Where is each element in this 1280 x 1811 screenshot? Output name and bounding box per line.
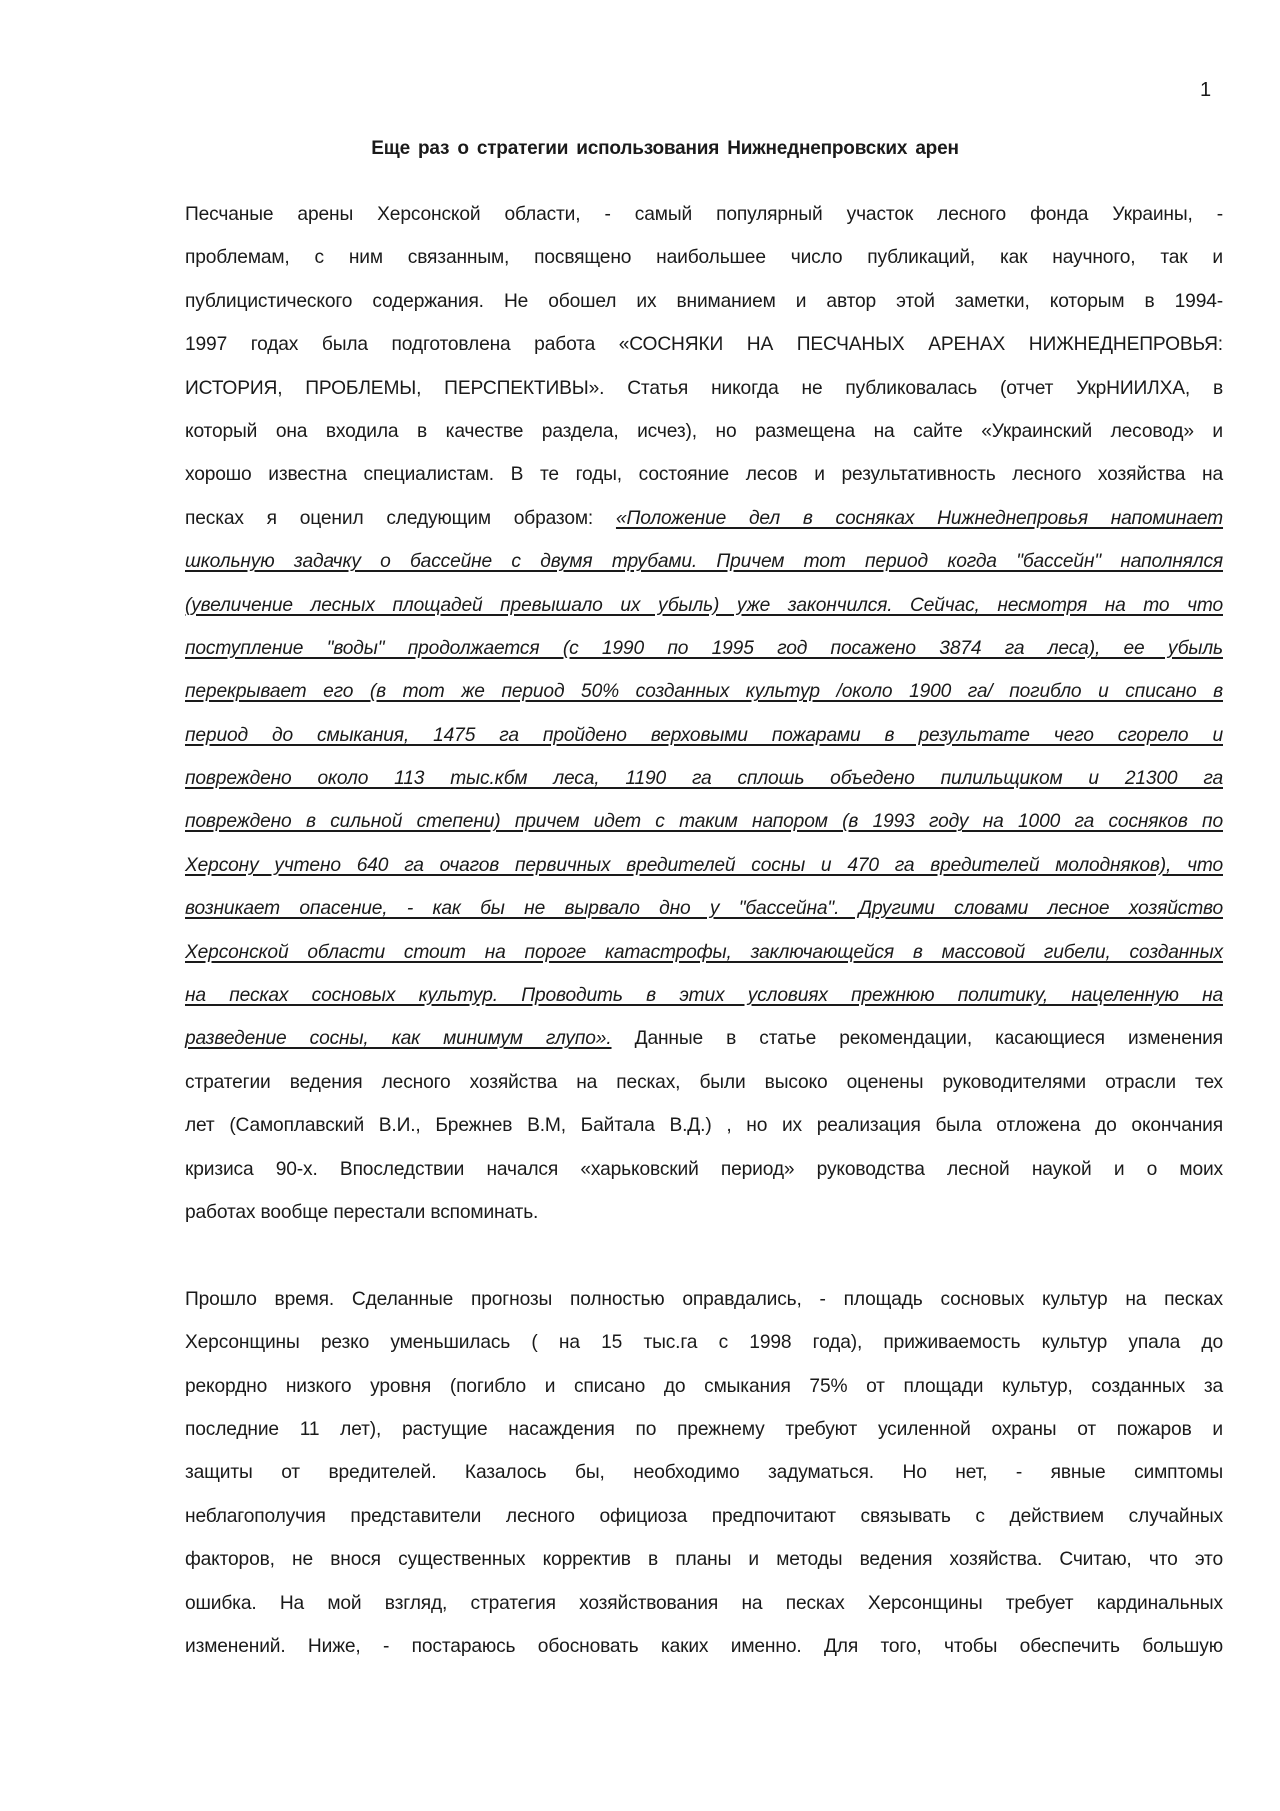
- quoted-underlined-text: Херсону учтено 640 га очагов первичных вредителей сосны и 470 га вредителей молодняков), что: [185, 854, 1223, 876]
- text-line: [185, 805, 1223, 848]
- text-line: [185, 719, 1223, 762]
- body-text: проблемам, с ним связанным, посвящено наибольшее число публикаций, как научного, так и: [185, 247, 1223, 269]
- quoted-underlined-text: разведение сосны, как минимум глупо».: [185, 1028, 612, 1050]
- text-line: [185, 285, 1223, 328]
- text-line: [185, 198, 1223, 241]
- document-title: Еще раз о стратегии использования Нижнеднепровских арен: [371, 138, 959, 159]
- text-line: [185, 1283, 1223, 1326]
- body-text: защиты от вредителей. Казалось бы, необходимо задуматься. Но нет, - явные симптомы: [185, 1462, 1223, 1484]
- text-line: [185, 1196, 1223, 1239]
- text-line: [185, 849, 1223, 892]
- text-line: [185, 892, 1223, 935]
- text-line: [185, 1326, 1223, 1369]
- text-line: [185, 979, 1223, 1022]
- text-line: [185, 241, 1223, 284]
- quoted-underlined-text: на песках сосновых культур. Проводить в этих условиях прежнюю политику, нацеленную на: [185, 985, 1223, 1007]
- quoted-underlined-text: период до смыкания, 1475 га пройдено верховыми пожарами в результате чего сгорело и: [185, 724, 1223, 746]
- body-text: работах вообще перестали вспоминать.: [185, 1201, 539, 1223]
- quoted-underlined-text: повреждено около 113 тыс.кбм леса, 1190 га сплошь объедено пилильщиком и 21300 га: [185, 768, 1223, 790]
- text-line: [185, 1370, 1223, 1413]
- quoted-underlined-text: школьную задачку о бассейне с двумя трубами. Причем тот период когда "бассейн" наполнялся: [185, 551, 1223, 573]
- body-text: лет (Самоплавский В.И., Брежнев В.М, Байтала В.Д.) , но их реализация была отложена до окончания: [185, 1115, 1223, 1137]
- body-text: ошибка. На мой взгляд, стратегия хозяйствования на песках Херсонщины требует кардинальных: [185, 1592, 1223, 1614]
- body-text: Прошло время. Сделанные прогнозы полностью оправдались, - площадь сосновых культур на песках: [185, 1288, 1223, 1310]
- document-body: [185, 198, 1223, 1673]
- text-line: [185, 762, 1223, 805]
- text-line: [185, 1413, 1223, 1456]
- text-line: [185, 1500, 1223, 1543]
- text-line: [185, 1153, 1223, 1196]
- text-line: [185, 589, 1223, 632]
- body-text: неблагополучия представители лесного официоза предпочитают связывать с действием случайных: [185, 1505, 1223, 1527]
- text-line: [185, 632, 1223, 675]
- text-line: [185, 372, 1223, 415]
- quoted-underlined-text: (увеличение лесных площадей превышало их убыль) уже закончился. Сейчас, несмотря на то что: [185, 594, 1223, 616]
- text-line: [185, 502, 1223, 545]
- body-text: факторов, не внося существенных корректив в планы и методы ведения хозяйства. Считаю, что это: [185, 1549, 1223, 1571]
- body-text: который она входила в качестве раздела, исчез), но размещена на сайте «Украинский лесовод» и: [185, 420, 1223, 442]
- quoted-underlined-text: повреждено в сильной степени) причем идет с таким напором (в 1993 году на 1000 га сосняков по: [185, 811, 1223, 833]
- text-line: [185, 1587, 1223, 1630]
- text-line: [185, 936, 1223, 979]
- body-text: изменений. Ниже, - постараюсь обосновать каких именно. Для того, чтобы обеспечить большую: [185, 1635, 1223, 1657]
- body-text: рекордно низкого уровня (погибло и списано до смыкания 75% от площади культур, созданных за: [185, 1375, 1223, 1397]
- page-number: 1: [1200, 79, 1212, 101]
- text-line: [185, 458, 1223, 501]
- quoted-underlined-text: перекрывает его (в тот же период 50% созданных культур /около 1900 га/ погибло и списано в: [185, 681, 1223, 703]
- text-line: [185, 1109, 1223, 1152]
- text-line: [185, 1022, 1223, 1065]
- text-line: [185, 415, 1223, 458]
- body-text: кризиса 90-х. Впоследствии начался «харьковский период» руководства лесной наукой и о моих: [185, 1158, 1223, 1180]
- paragraph-spacer: [185, 1239, 1223, 1282]
- body-text: стратегии ведения лесного хозяйства на песках, были высоко оценены руководителями отрасли тех: [185, 1071, 1223, 1093]
- text-line: [185, 1066, 1223, 1109]
- body-text: ИСТОРИЯ, ПРОБЛЕМЫ, ПЕРСПЕКТИВЫ». Статья никогда не публиковалась (отчет УкрНИИЛХА, в: [185, 377, 1223, 399]
- quoted-underlined-text: Херсонской области стоит на пороге катастрофы, заключающейся в массовой гибели, созданных: [185, 941, 1223, 963]
- paragraph-1: [185, 198, 1223, 1239]
- body-text: Данные в статье рекомендации, касающиеся изменения: [611, 1028, 1223, 1050]
- body-text: публицистического содержания. Не обошел их вниманием и автор этой заметки, которым в 1994-: [185, 290, 1223, 312]
- body-text: последние 11 лет), растущие насаждения по прежнему требуют усиленной охраны от пожаров и: [185, 1418, 1223, 1440]
- paragraph-2: [185, 1283, 1223, 1674]
- text-line: [185, 1543, 1223, 1586]
- body-text: хорошо известна специалистам. В те годы, состояние лесов и результативность лесного хозяйства на: [185, 464, 1223, 486]
- text-line: [185, 1456, 1223, 1499]
- body-text: 1997 годах была подготовлена работа «СОСНЯКИ НА ПЕСЧАНЫХ АРЕНАХ НИЖНЕДНЕПРОВЬЯ:: [185, 334, 1223, 356]
- text-line: [185, 1630, 1223, 1673]
- text-line: [185, 328, 1223, 371]
- quoted-underlined-text: возникает опасение, - как бы не вырвало дно у "бассейна". Другими словами лесное хозяйство: [185, 898, 1223, 920]
- quoted-underlined-text: «Положение дел в сосняках Нижнеднепровья напоминает: [615, 507, 1224, 529]
- text-line: [185, 545, 1223, 588]
- quoted-underlined-text: поступление "воды" продолжается (с 1990 по 1995 год посажено 3874 га леса), ее убыль: [185, 637, 1223, 659]
- text-line: [185, 675, 1223, 718]
- body-text: песках я оценил следующим образом:: [185, 507, 616, 529]
- body-text: Песчаные арены Херсонской области, - самый популярный участок лесного фонда Украины, -: [185, 204, 1223, 225]
- body-text: Херсонщины резко уменьшилась ( на 15 тыс.га с 1998 года), приживаемость культур упала до: [185, 1332, 1223, 1354]
